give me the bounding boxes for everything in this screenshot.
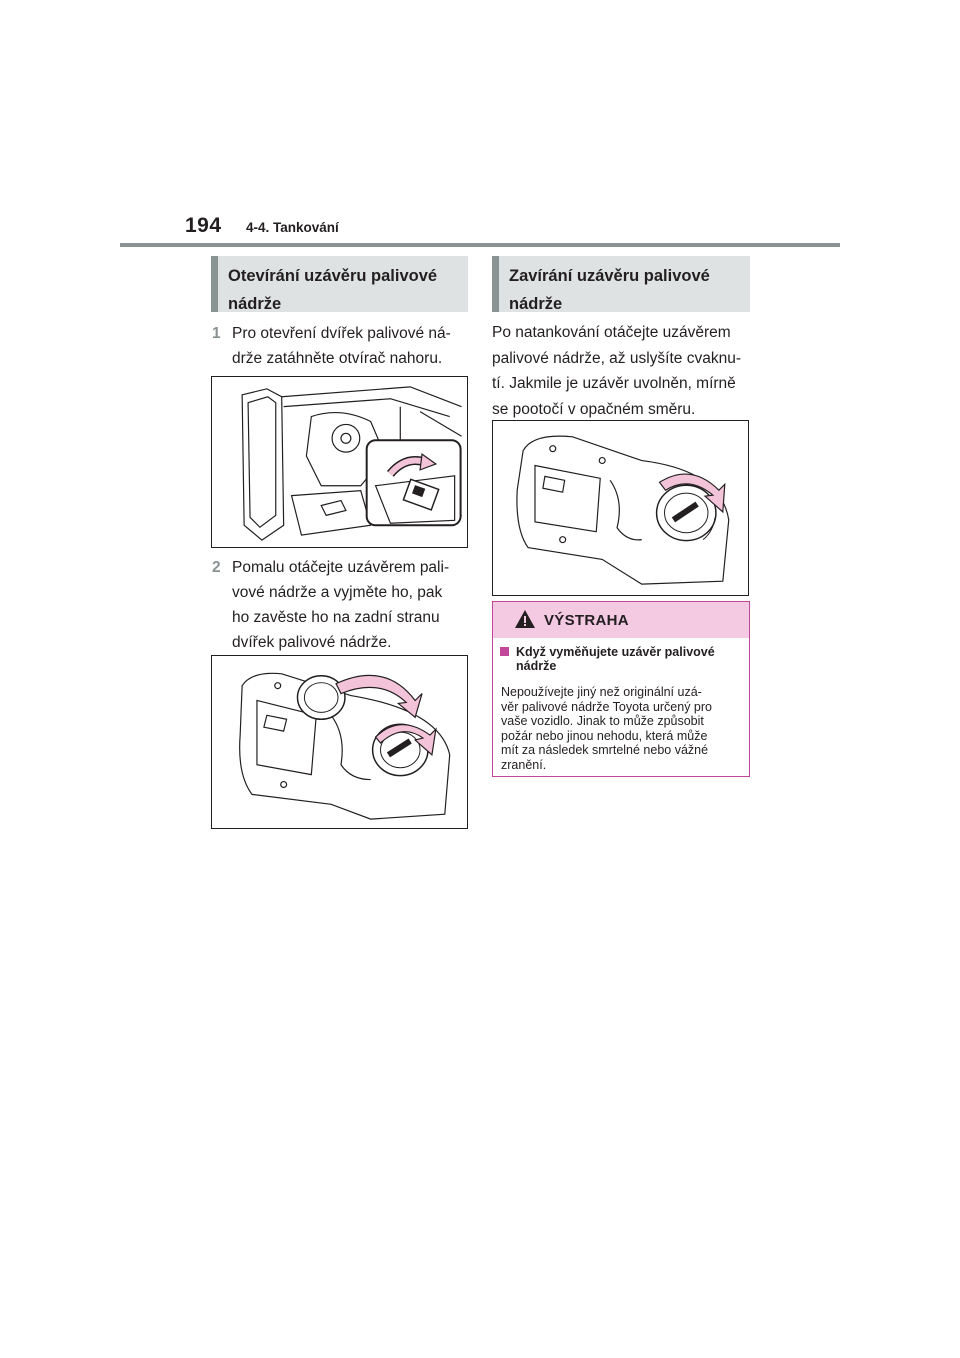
paragraph-line: tí. Jakmile je uzávěr uvolněn, mírně — [492, 375, 736, 392]
fuel-cap-closing-illustration — [493, 421, 748, 595]
heading-opening-line2: nádrže — [228, 295, 282, 313]
step-1-line: Pro otevření dvířek palivové ná- — [232, 325, 451, 342]
warning-subheading — [500, 645, 715, 673]
warning-body — [501, 685, 745, 772]
heading-closing-line2: nádrže — [509, 295, 563, 313]
step-2-line: vové nádrže a vyjměte ho, pak — [232, 584, 443, 601]
step-1-line: drže zatáhněte otvírač nahoru. — [232, 350, 443, 367]
step-1 — [212, 321, 468, 373]
section-title: 4-4. Tankování — [246, 220, 339, 235]
warning-body-line: věr palivové nádrže Toyota určený pro — [501, 699, 712, 714]
step-2-number: 2 — [212, 559, 221, 576]
warning-body-line: vaše vozidlo. Jinak to může způsobit — [501, 714, 704, 728]
step-2-line: Pomalu otáčejte uzávěrem pali- — [232, 559, 450, 576]
warning-subheading-line: nádrže — [516, 659, 557, 673]
heading-opening — [211, 256, 468, 312]
heading-closing — [492, 256, 750, 312]
paragraph-line: se pootočí v opačném směru. — [492, 400, 696, 418]
warning-body-line: požár nebo jinou nehodu, která může — [501, 728, 708, 743]
figure-fuel-door-opener — [211, 376, 468, 548]
heading-closing-line1: Zavírání uzávěru palivové — [509, 267, 710, 285]
warning-header — [493, 602, 749, 638]
page-number: 194 — [185, 214, 222, 237]
paragraph-line: palivové nádrže, až uslyšíte cvaknu- — [492, 349, 741, 367]
warning-body-line: mít za následek smrtelné nebo vážné — [501, 743, 709, 757]
closing-paragraph — [492, 320, 754, 424]
fuel-cap-removal-illustration — [212, 656, 467, 828]
figure-remove-cap — [211, 655, 468, 829]
step-2-line: ho zavěste ho na zadní stranu — [232, 609, 440, 626]
step-2-line: dvířek palivové nádrže. — [232, 634, 392, 651]
warning-title: VÝSTRAHA — [544, 612, 629, 629]
figure-close-cap — [492, 420, 749, 596]
header-rule — [120, 243, 840, 247]
step-2 — [212, 555, 468, 655]
step-1-number: 1 — [212, 325, 221, 342]
car-interior-illustration — [212, 377, 467, 547]
warning-box — [492, 601, 750, 777]
square-bullet-icon — [500, 647, 509, 656]
warning-triangle-icon — [514, 609, 536, 629]
warning-body-line: zranění. — [501, 757, 547, 772]
heading-opening-line1: Otevírání uzávěru palivové — [228, 267, 438, 285]
warning-body-line: Nepoužívejte jiný než originální uzá- — [501, 685, 702, 699]
paragraph-line: Po natankování otáčejte uzávěrem — [492, 324, 731, 341]
warning-subheading-line: Když vyměňujete uzávěr palivové — [516, 645, 715, 659]
